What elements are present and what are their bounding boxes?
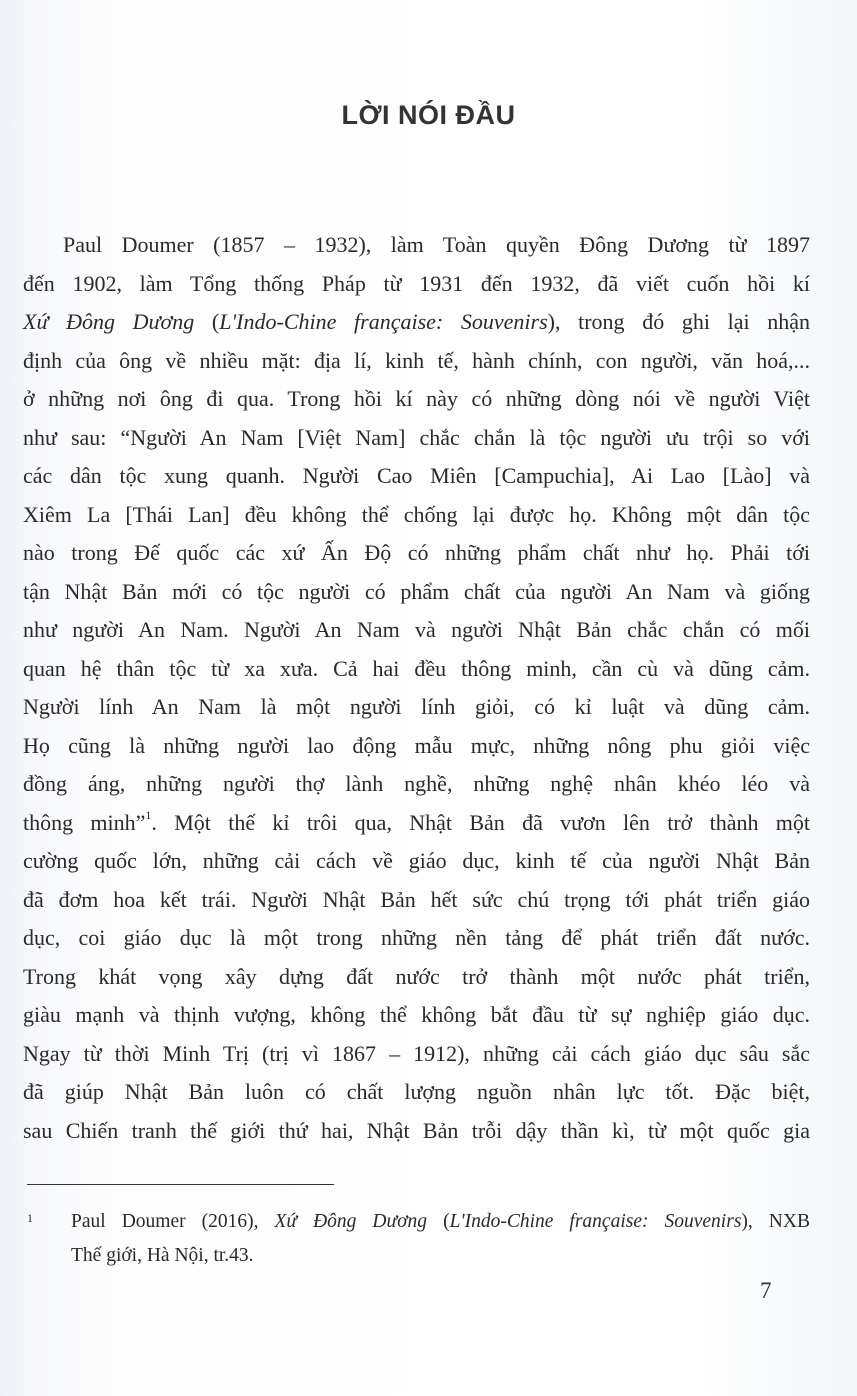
text-fragment: thông minh” — [23, 809, 146, 835]
text-line: dục, coi giáo dục là một trong những nền tảng để phát triển đất nước. — [23, 925, 810, 950]
text-line: đã đơm hoa kết trái. Người Nhật Bản hết sức chú trọng tới phát triển giáo — [23, 886, 810, 912]
text-line: đến 1902, làm Tổng thống Pháp từ 1931 đến 1932, đã viết cuốn hồi kí — [23, 270, 810, 296]
text-line: định của ông về nhiều mặt: địa lí, kinh tế, hành chính, con người, văn hoá,... — [23, 347, 810, 373]
text-line: Ngay từ thời Minh Trị (trị vì 1867 – 1912), những cải cách giáo dục sâu sắc — [23, 1040, 810, 1066]
text-line: nào trong Đế quốc các xứ Ấn Độ có những phẩm chất như họ. Phải tới — [23, 540, 810, 565]
original-title-italic: L'Indo-Chine française: Souvenirs — [219, 309, 548, 334]
footnote-line: Thế giới, Hà Nội, tr.43. — [71, 1245, 254, 1266]
footnote-author: Paul Doumer (2016), — [71, 1211, 275, 1232]
text-line: Xiêm La [Thái Lan] đều không thể chống lại được họ. Không một dân tộc — [23, 501, 810, 527]
footnote-original-title: L'Indo-Chine française: Souvenirs — [449, 1211, 742, 1232]
text-line — [23, 303, 810, 342]
text-fragment: ), NXB — [741, 1211, 810, 1232]
footnote-mark: 1 — [27, 1211, 33, 1225]
footnote-line — [71, 1205, 810, 1239]
text-fragment: ( — [194, 309, 220, 334]
text-line: đồng áng, những người thợ lành nghề, những nghệ nhân khéo léo và — [23, 771, 810, 796]
text-line: giàu mạnh và thịnh vượng, không thể không bắt đầu từ sự nghiệp giáo dục. — [23, 1002, 810, 1027]
text-line: Trong khát vọng xây dựng đất nước trở thành một nước phát triển, — [23, 963, 810, 989]
text-line: sau Chiến tranh thế giới thứ hai, Nhật Bản trỗi dậy thần kì, từ một quốc gia — [23, 1117, 810, 1143]
page-number: 7 — [760, 1278, 772, 1303]
text-line: cường quốc lớn, những cải cách về giáo dục, kinh tế của người Nhật Bản — [23, 848, 810, 873]
footnote-book-title: Xứ Đông Dương — [274, 1211, 428, 1232]
body-text — [23, 226, 810, 1150]
text-line: các dân tộc xung quanh. Người Cao Miên [Campuchia], Ai Lao [Lào] và — [23, 463, 810, 488]
text-line: ở những nơi ông đi qua. Trong hồi kí này có những dòng nói về người Việt — [23, 386, 810, 411]
text-line: Họ cũng là những người lao động mẫu mực, những nông phu giỏi việc — [23, 732, 810, 758]
text-line: tận Nhật Bản mới có tộc người có phẩm chất của người An Nam và giống — [23, 578, 810, 604]
text-line: đã giúp Nhật Bản luôn có chất lượng nguồn nhân lực tốt. Đặc biệt, — [23, 1079, 810, 1104]
text-fragment: ( — [427, 1211, 450, 1232]
footnote-divider — [27, 1184, 334, 1185]
text-line: Người lính An Nam là một người lính giỏi, có kỉ luật và dũng cảm. — [23, 694, 810, 719]
book-title-italic: Xứ Đông Dương — [23, 309, 195, 334]
text-fragment: ), trong đó ghi lại nhận — [547, 309, 810, 334]
text-line: như người An Nam. Người An Nam và người Nhật Bản chắc chắn có mối — [23, 617, 810, 642]
text-line: quan hệ thân tộc từ xa xưa. Cả hai đều thông minh, cần cù và dũng cảm. — [23, 655, 810, 681]
text-fragment: . Một thế kỉ trôi qua, Nhật Bản đã vươn lên trở thành một — [151, 809, 810, 835]
text-line — [23, 804, 810, 843]
footnote-reference[interactable]: 1 — [145, 807, 152, 822]
text-line: như sau: “Người An Nam [Việt Nam] chắc chắn là tộc người ưu trội so với — [23, 424, 810, 450]
page-title: LỜI NÓI ĐẦU — [341, 100, 516, 130]
footnote — [27, 1205, 810, 1273]
text-line: Paul Doumer (1857 – 1932), làm Toàn quyền Đông Dương từ 1897 — [63, 232, 810, 257]
